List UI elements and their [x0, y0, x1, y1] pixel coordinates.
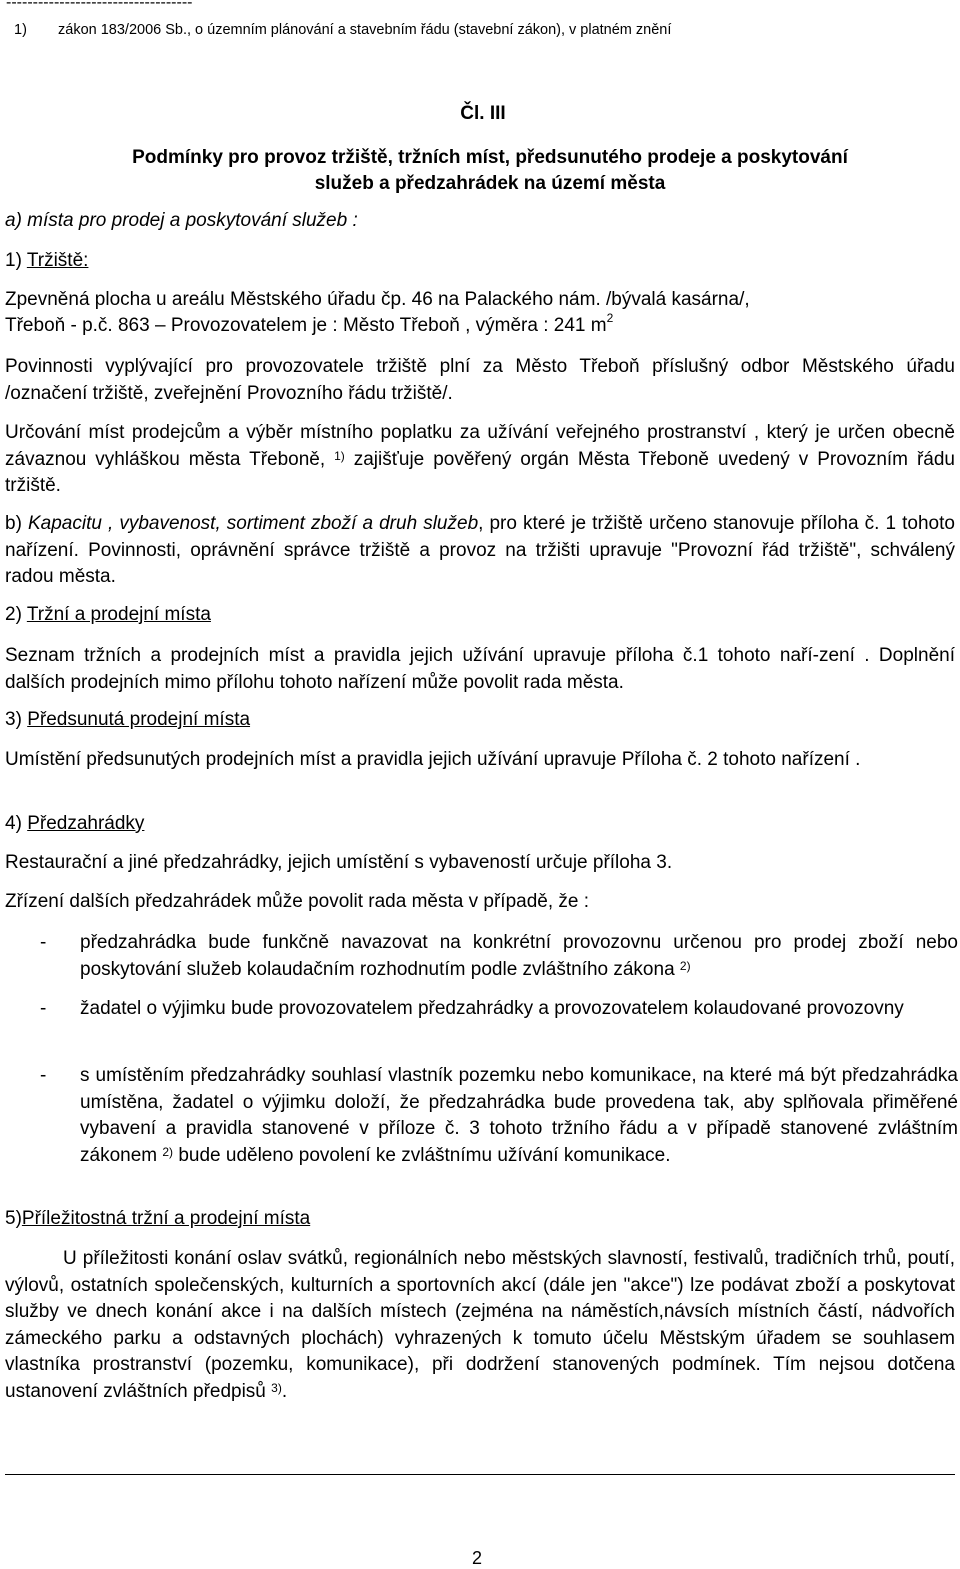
footnote-number: 1): [14, 22, 27, 38]
condition-1-text: předzahrádka bude funkčně navazovat na konkrétní provozovnu určenou pro prodej zboží nebo poskytování služeb kolaudačním rozhodnutím podle zvláštního zákona: [80, 932, 958, 980]
heading-2-number: 2): [5, 604, 27, 625]
condition-text-3: [80, 1063, 958, 1169]
article-number: Čl. III: [460, 103, 506, 124]
b-prefix: b): [5, 513, 28, 534]
footnote-separator: -----------------------------------: [6, 0, 193, 11]
paragraph-location-line-2: [5, 311, 614, 337]
heading-2: [5, 604, 211, 626]
heading-1: [5, 250, 88, 272]
heading-4: [5, 813, 144, 835]
condition-3-text-a: s umístěním předzahrádky souhlasí vlastník pozemku nebo komunikace, na které má být předzahrádka umístěna, žadatel o výjimku doloží, že předzahrádka bude provedena tak, aby splňovala přiměřené vybavení a pravidla stanovené v příloze č. 3 tohoto tržního řádu a v případě stanovené zvláštním zákonem: [80, 1065, 958, 1166]
footnote-ref-2: 2): [679, 958, 691, 973]
occasional-text-b: .: [281, 1380, 288, 1402]
places-text-a: Určování míst prodejcům a výběr místního poplatku za užívání veřejného prostranství , který je určen obecně závaznou vyhláškou města Třeboně,: [5, 422, 955, 470]
heading-3: [5, 709, 250, 731]
footer-rule: [5, 1474, 955, 1475]
heading-3-title: Předsunutá prodejní místa: [27, 709, 251, 730]
dash-marker: -: [40, 1065, 47, 1086]
heading-4-title: Předzahrádky: [27, 813, 145, 834]
heading-1-title: Tržiště:: [26, 250, 89, 271]
condition-item-3: [5, 1063, 958, 1195]
occasional-text-a: U příležitosti konání oslav svátků, regionálních nebo městských slavností, festivalů, tradičních trhů, poutí, výlovů, ostatních společenských, kulturních a sportovních akcí (dále jen "akce") lze podávat zboží a poskytovat služby ve dnech konání akce i na dalších místech (zejména na náměstích,návsích místních částí, nádvořích zámeckého parku a odstavných plochách) vyhrazených k tomuto účelu Městským úřadem se souhlasem vlastníka prostranství (pozemku, komunikace), při dodržení stanovených podmínek. Tím nejsou dotčena ustanovení zvláštních předpisů: [5, 1248, 955, 1402]
paragraph-gardens: Restaurační a jiné předzahrádky, jejich umístění s vybaveností určuje příloha 3.: [5, 852, 673, 873]
paragraph-location-line-1: Zpevněná plocha u areálu Městského úřadu čp. 46 na Palackého nám. /bývalá kasárna/,: [5, 289, 750, 310]
heading-5: [5, 1208, 310, 1230]
paragraph-conditions-intro: Zřízení dalších předzahrádek může povolit rada města v případě, že :: [5, 891, 590, 912]
footnote-ref-1: 1): [334, 448, 345, 463]
heading-5-title: Příležitostná tržní a prodejní místa: [21, 1208, 311, 1229]
page-number: 2: [472, 1548, 483, 1568]
condition-item-1: [5, 930, 958, 983]
paragraph-duties: Povinnosti vyplývající pro provozovatele tržiště plní za Město Třeboň příslušný odbor Městského úřadu /označení tržiště, zveřejnění Provozního řádu tržiště/.: [5, 356, 955, 404]
dash-marker: -: [40, 932, 47, 953]
superscript-2: 2: [606, 311, 614, 325]
condition-3-text-b: bude uděleno povolení ke zvláštnímu užívání komunikace.: [173, 1144, 671, 1166]
dash-marker: -: [40, 998, 47, 1019]
footnote-text: zákon 183/2006 Sb., o územním plánování a stavebním řádu (stavební zákon), v platném znění: [58, 22, 672, 38]
article-title-line-2: služeb a předzahrádek na území města: [314, 173, 666, 194]
section-a-intro: a) místa pro prodej a poskytování služeb :: [5, 210, 358, 231]
article-title: [20, 145, 960, 197]
footnote-ref-2b: 2): [162, 1144, 174, 1159]
paragraph-advanced-places: Umístění předsunutých prodejních míst a pravidla jejich užívání upravuje Příloha č. 2 tohoto nařízení .: [5, 749, 861, 770]
condition-item-2: [5, 996, 955, 1049]
heading-1-number: 1): [5, 250, 27, 271]
heading-2-title: Tržní a prodejní místa: [26, 604, 211, 625]
places-text-b: zajišťuje pověřený orgán Města Třeboně uvedený v Provozním řádu tržiště.: [5, 448, 955, 496]
location-text: Třeboň - p.č. 863 – Provozovatelem je : Město Třeboň , výměra : 241 m: [5, 315, 607, 336]
footnote-1: [14, 22, 671, 38]
paragraph-b: [5, 511, 955, 591]
heading-5-number: 5): [5, 1208, 22, 1229]
paragraph-market-places: Seznam tržních a prodejních míst a pravidla jejich užívání upravuje příloha č.1 tohoto naří-zení . Doplnění dalších prodejních mimo přílohu tohoto nařízení může povolit rada města.: [5, 645, 955, 693]
paragraph-occasional: [5, 1246, 955, 1405]
article-title-line-1: Podmínky pro provoz tržiště, tržních míst, předsunutého prodeje a poskytování: [132, 147, 848, 168]
heading-4-number: 4): [5, 813, 28, 834]
condition-text-2: žadatel o výjimku bude provozovatelem předzahrádky a provozovatelem kolaudované provozovny: [80, 998, 904, 1019]
heading-3-number: 3): [5, 709, 28, 730]
footnote-ref-3: 3): [271, 1380, 282, 1395]
paragraph-places: [5, 420, 955, 500]
b-rest: , pro které je tržiště určeno stanovuje příloha č. 1 tohoto nařízení. Povinnosti, oprávnění správce tržiště a provoz na tržišti upravuje "Provozní řád tržiště", schválený radou města.: [5, 513, 955, 587]
condition-text-1: [80, 930, 958, 983]
b-italic: Kapacitu , vybavenost, sortiment zboží a druh služeb: [27, 513, 479, 534]
